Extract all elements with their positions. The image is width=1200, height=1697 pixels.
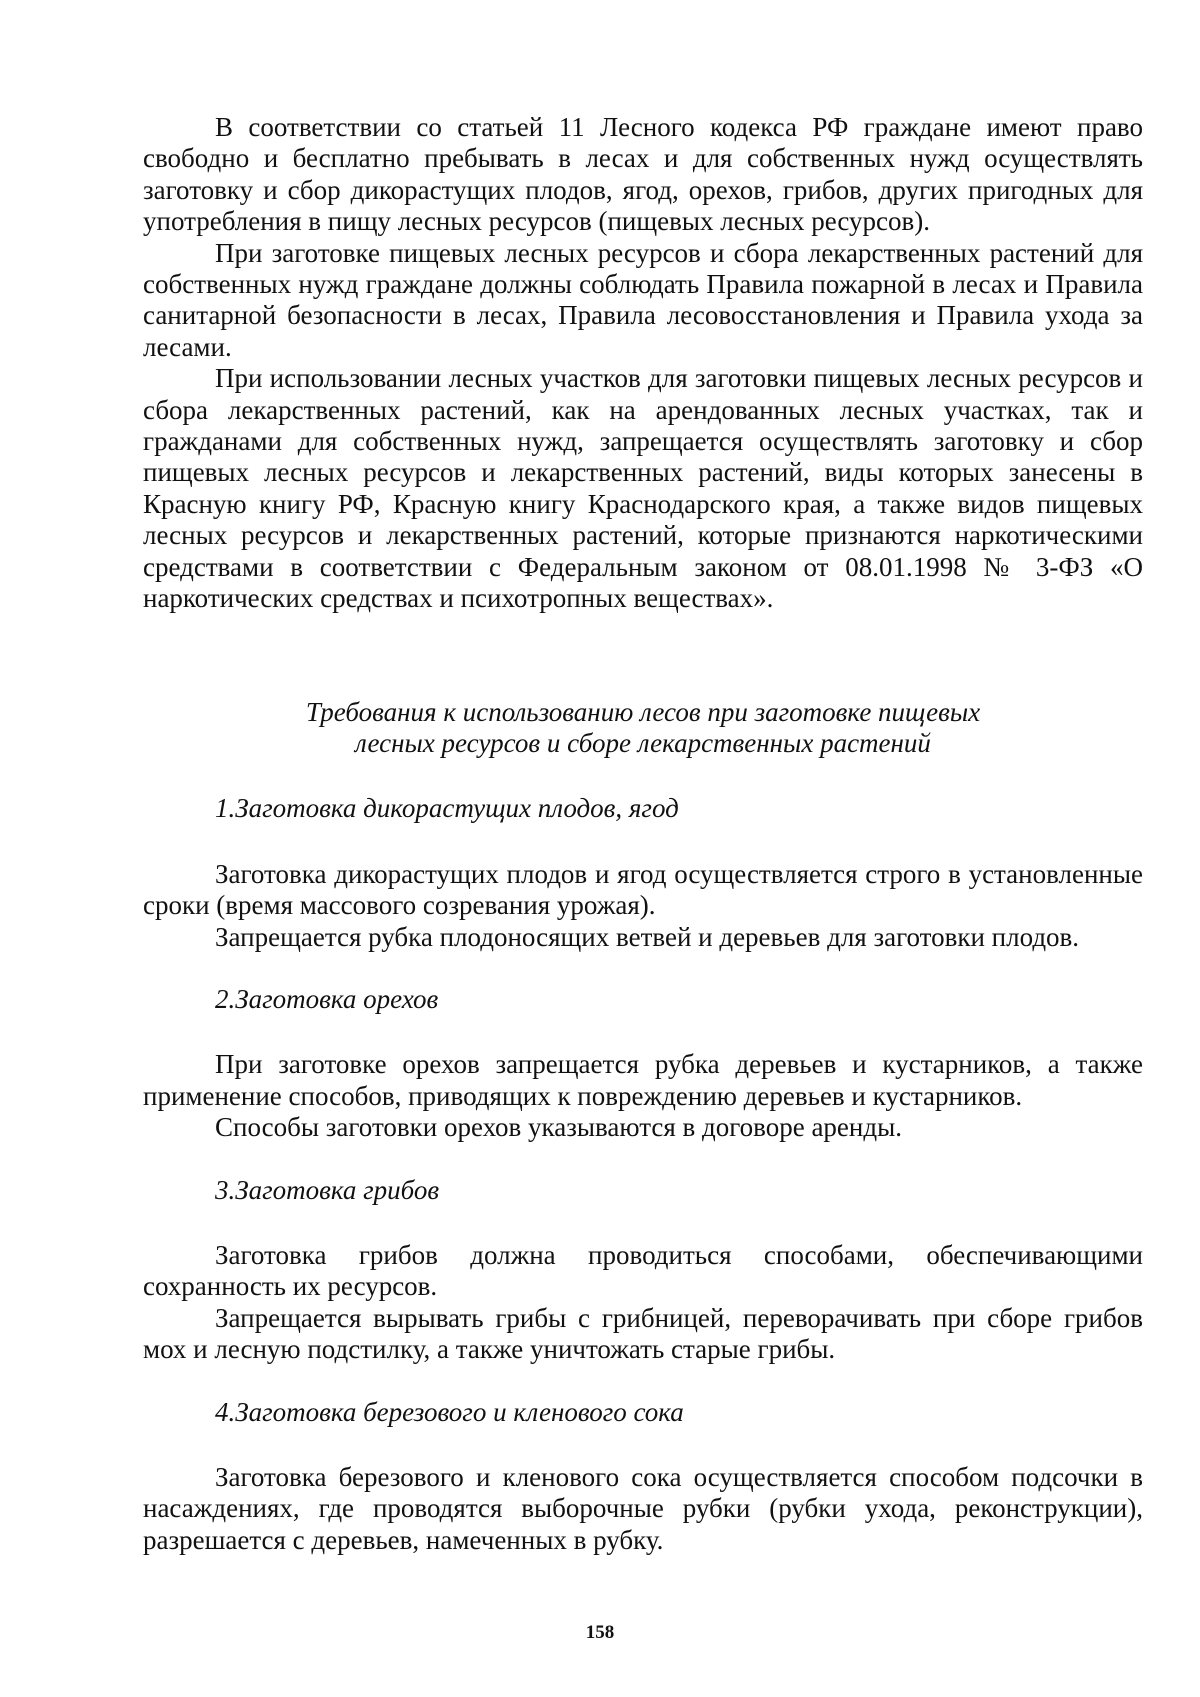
intro-paragraph: В соответствии со статьей 11 Лесного кодекса РФ граждане имеют право свободно и бесплатно пребывать в лесах и для собственных нужд осуществлять заготовку и сбор дикорастущих плодов, ягод, орехов, грибов, других пригодных для употребления в пищу лесных ресурсов (пищевых лесных ресурсов).	[143, 112, 1143, 237]
subsection-gap	[143, 1144, 1143, 1175]
section-gap	[143, 615, 1143, 697]
heading-gap	[143, 1015, 1143, 1049]
document-page	[143, 112, 1143, 1556]
subsection-gap	[143, 953, 1143, 984]
intro-paragraph: При использовании лесных участков для заготовки пищевых лесных ресурсов и сбора лекарственных растений, как на арендованных лесных участках, так и гражданами для собственных нужд, запрещается осуществлять заготовку и сбор пищевых лесных ресурсов и лекарственных растений, виды которых занесены в Красную книгу РФ, Красную книгу Краснодарского края, а также видов пищевых лесных ресурсов и лекарственных растений, которые признаются наркотическими средствами в соответствии с Федеральным законом от 08.01.1998 № 3-ФЗ «О наркотических средствах и психотропных веществах».	[143, 363, 1143, 614]
heading-gap	[143, 1206, 1143, 1240]
section-title-line: Требования к использованию лесов при заготовке пищевых	[305, 696, 981, 727]
subsection-heading: 1.Заготовка дикорастущих плодов, ягод	[215, 793, 679, 824]
subsection-paragraph: Заготовка березового и кленового сока осуществляется способом подсочки в насаждениях, где проводятся выборочные рубки (рубки ухода, реконструкции), разрешается с деревьев, намеченных в рубку.	[143, 1462, 1143, 1555]
subsection-paragraph: Заготовка грибов должна проводиться способами, обеспечивающими сохранность их ресурсов.	[143, 1239, 1143, 1302]
title-gap	[143, 759, 1143, 793]
subsection-paragraph: Запрещается вырывать грибы с грибницей, переворачивать при сборе грибов мох и лесную подстилку, а также уничтожать старые грибы.	[143, 1302, 1143, 1365]
section-title	[143, 697, 1143, 760]
subsection-heading: 3.Заготовка грибов	[215, 1174, 440, 1205]
subsection-paragraph: Способы заготовки орехов указываются в договоре аренды.	[215, 1112, 902, 1143]
subsection-heading: 2.Заготовка орехов	[215, 983, 439, 1014]
subsection-heading: 4.Заготовка березового и кленового сока	[215, 1396, 684, 1427]
page-number: 158	[585, 1622, 615, 1643]
heading-gap	[143, 1428, 1143, 1462]
subsection-paragraph: Запрещается рубка плодоносящих ветвей и деревьев для заготовки плодов.	[215, 921, 1080, 952]
intro-paragraph: При заготовке пищевых лесных ресурсов и сбора лекарственных растений для собственных нужд граждане должны соблюдать Правила пожарной в лесах и Правила санитарной безопасности в лесах, Правила лесовосстановления и Правила ухода за лесами.	[143, 237, 1143, 362]
subsection-paragraph: При заготовке орехов запрещается рубка деревьев и кустарников, а также применение способов, приводящих к повреждению деревьев и кустарников.	[143, 1049, 1143, 1111]
heading-gap	[143, 825, 1143, 859]
subsection-gap	[143, 1366, 1143, 1397]
subsection-paragraph: Заготовка дикорастущих плодов и ягод осуществляется строго в установленные сроки (время массового созревания урожая).	[143, 858, 1143, 921]
section-title-line: лесных ресурсов и сборе лекарственных растений	[355, 727, 931, 758]
